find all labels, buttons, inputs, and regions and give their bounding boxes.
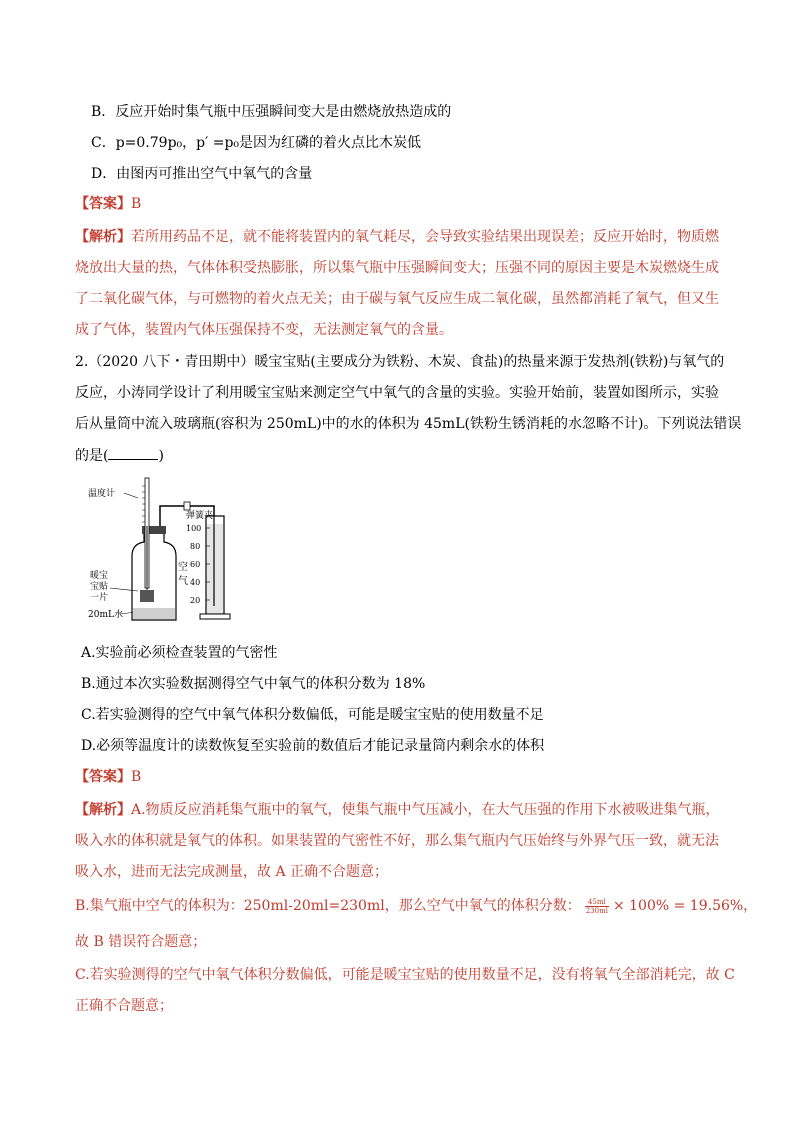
q2-option-c: C.若实验测得的空气中氧气体积分数偏低，可能是暖宝宝贴的使用数量不足 bbox=[81, 707, 544, 723]
water-label: 20mL水 bbox=[88, 610, 123, 620]
q1-analysis-line-4: 成了气体，装置内气体压强保持不变，无法测定氧气的含量。 bbox=[75, 322, 453, 338]
q2-option-b: B.通过本次实验数据测得空气中氧气的体积分数为 18% bbox=[81, 676, 426, 692]
q1-analysis-line-2: 烧放出大量的热，气体体积受热膨胀，所以集气瓶中压强瞬间变大；压强不同的原因主要是木炭燃烧生成 bbox=[75, 260, 719, 276]
q2-answer bbox=[75, 767, 141, 787]
scale-20: 20 bbox=[190, 596, 201, 605]
answer-blank bbox=[108, 445, 158, 460]
scale-100: 100 bbox=[186, 524, 202, 533]
analysis-label: 【解析】 bbox=[75, 229, 131, 245]
q2-stem-line-2: 反应，小涛同学设计了利用暖宝宝贴来测定空气中氧气的含量的实验。实验开始前，装置如图所示，实验 bbox=[75, 385, 719, 401]
q1-analysis-line-1 bbox=[75, 227, 719, 247]
warmer-label-1: 暖宝 bbox=[90, 571, 109, 581]
warmer-label-3: 一片 bbox=[90, 593, 109, 603]
q2-analysis-line-1 bbox=[75, 800, 720, 820]
q2-stem-line-3: 后从量筒中流入玻璃瓶(容积为 250mL)中的水的体积为 45mL(铁粉生锈消耗的水忽略不计)。下列说法错误 bbox=[75, 416, 742, 432]
q2-option-d: D.必须等温度计的读数恢复至实验前的数值后才能记录量筒内剩余水的体积 bbox=[81, 738, 545, 754]
answer-label: 【答案】 bbox=[75, 769, 131, 785]
q2-analysis-line-2: 吸入水的体积就是氧气的体积。如果装置的气密性不好，那么集气瓶内气压始终与外界气压一致，就无法 bbox=[75, 833, 719, 849]
q2-analysis-b-line-1 bbox=[75, 896, 757, 916]
q2-analysis-c-line-2: 正确不合题意； bbox=[75, 998, 173, 1014]
thermometer-label: 温度计 bbox=[88, 489, 116, 499]
scale-40: 40 bbox=[190, 578, 201, 587]
clamp-label: 弹簧夹 bbox=[186, 511, 214, 521]
answer-value: B bbox=[131, 196, 142, 212]
scale-80: 80 bbox=[190, 542, 201, 551]
analysis-label: 【解析】 bbox=[75, 802, 131, 818]
stem-close: ) bbox=[158, 448, 164, 464]
q2-stem-line-4 bbox=[75, 445, 164, 466]
analysis-b-suffix: × 100% = 19.56%， bbox=[612, 898, 758, 914]
air-label-2: 气 bbox=[178, 576, 188, 587]
warmer-label-2: 宝贴 bbox=[90, 582, 109, 592]
q1-analysis-line-3: 了二氧化碳气体，与可燃物的着火点无关；由于碳与氧气反应生成二氧化碳，虽然都消耗了氧气，但又生 bbox=[75, 291, 719, 307]
apparatus-figure bbox=[86, 476, 246, 624]
scale-60: 60 bbox=[190, 560, 201, 569]
fraction bbox=[585, 898, 609, 915]
analysis-text: 若所用药品不足，就不能将装置内的氧气耗尽，会导致实验结果出现误差；反应开始时，物质燃 bbox=[131, 229, 719, 245]
q1-option-d: D．由图丙可推出空气中氧气的含量 bbox=[91, 166, 313, 182]
stem-tail: 的是( bbox=[75, 448, 109, 464]
q2-option-a: A.实验前必须检查装置的气密性 bbox=[81, 645, 278, 661]
fraction-denominator: 230ml bbox=[585, 906, 608, 915]
q1-option-c: C．p=0.79p₀，p′ =p₀是因为红磷的着火点比木炭低 bbox=[91, 135, 422, 151]
analysis-b-prefix: B.集气瓶中空气的体积为：250ml-20ml=230ml，那么空气中氧气的体积分数： bbox=[75, 898, 581, 914]
q2-analysis-b-line-2: 故 B 错误符合题意； bbox=[75, 934, 207, 950]
q1-option-b: B．反应开始时集气瓶中压强瞬间变大是由燃烧放热造成的 bbox=[91, 104, 452, 120]
answer-label: 【答案】 bbox=[75, 196, 131, 212]
answer-value: B bbox=[131, 769, 142, 785]
q2-analysis-line-3: 吸入水，进而无法完成测量，故 A 正确不合题意； bbox=[75, 864, 389, 880]
air-label-1: 空 bbox=[178, 562, 188, 573]
analysis-text: A.物质反应消耗集气瓶中的氧气，使集气瓶中气压减小，在大气压强的作用下水被吸进集气瓶， bbox=[131, 802, 720, 818]
q2-stem-line-1: 2.（2020 八下・青田期中）暖宝宝贴(主要成分为铁粉、木炭、食盐)的热量来源于发热剂(铁粉)与氧气的 bbox=[75, 354, 725, 370]
q2-analysis-c-line-1: C.若实验测得的空气中氧气体积分数偏低，可能是暖宝宝贴的使用数量不足，没有将氧气全部消耗完，故 C bbox=[75, 967, 735, 983]
fraction-numerator: 45ml bbox=[585, 898, 609, 907]
q1-answer bbox=[75, 194, 141, 214]
